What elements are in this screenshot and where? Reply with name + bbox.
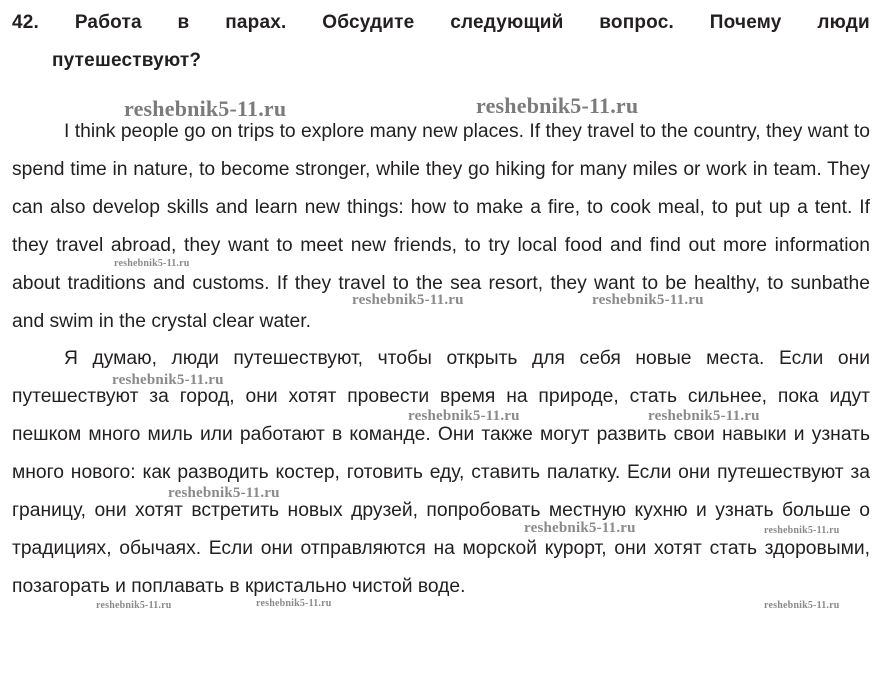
watermark-logo: reshebnik5-11.ru [96,600,172,611]
watermark-logo: reshebnik5-11.ru [764,525,840,536]
answer-english: I think people go on trips to explore many new places. If they travel to the country, they want to spend time in nature, to become stronger, while they go hiking for many miles or work in team. They can also develop skills and learn new things: how to make a fire, to cook meal, to put up a tent. If they travel abroad, they want to meet new friends, to try local food and find out more information about traditions and customs. If they travel to the sea resort, they want to be healthy, to sunbathe and swim in the crystal clear water. [12,121,870,332]
watermark-logo: reshebnik5-11.ru [648,408,760,424]
watermark-logo: reshebnik5-11.ru [124,96,287,121]
watermark-logo: reshebnik5-11.ru [114,258,190,269]
task-heading-line1 [12,4,870,42]
watermark-logo: reshebnik5-11.ru [476,93,639,118]
task-word: в [177,12,190,33]
task-word: Почему [709,12,782,33]
task-word: следующий [450,12,564,33]
task-word: Работа [74,12,142,33]
task-word: Обсудите [322,12,415,33]
watermark-logo: reshebnik5-11.ru [168,485,280,501]
task-heading-line2: путешествуют? [52,50,202,71]
answer-russian: Я думаю, люди путешествуют, чтобы открыть для себя новые места. Если они путешествуют за город, они хотят провести время на природе, стать сильнее, пока идут пешком много миль или работают в команде. Они также могут развить свои навыки и узнать много нового: как разводить костер, готовить еду, ставить палатку. Если они путешествуют за границу, они хотят встретить новых друзей, попробовать местную кухню и узнать больше о традициях, обычаях. Если они отправляются на морской курорт, они хотят стать здоровыми, позагорать и поплавать в кристально чистой воде. [12,348,870,597]
watermark-logo: reshebnik5-11.ru [524,520,636,536]
watermark-logo: reshebnik5-11.ru [764,600,840,611]
task-word: вопрос. [599,12,674,33]
task-number: 42. [12,12,40,33]
watermark-logo: reshebnik5-11.ru [256,598,332,609]
task-heading [12,4,870,80]
watermark-logo: reshebnik5-11.ru [352,292,464,308]
watermark-logo: reshebnik5-11.ru [112,372,224,388]
watermark-logo: reshebnik5-11.ru [592,292,704,308]
task-word: парах. [225,12,287,33]
watermark-logo: reshebnik5-11.ru [408,408,520,424]
task-word: люди [817,12,870,33]
